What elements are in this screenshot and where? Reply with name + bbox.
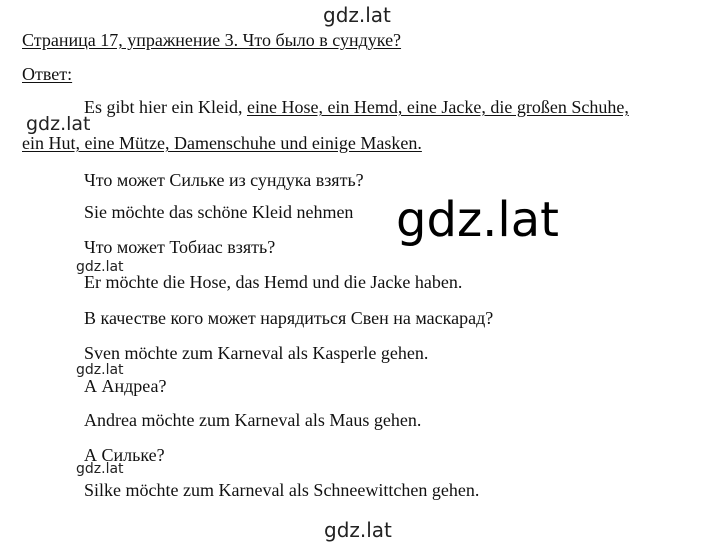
question-1: Что может Сильке из сундука взять? xyxy=(84,170,364,190)
watermark-small-3: gdz.lat xyxy=(76,461,124,477)
paragraph-line-2: ein Hut, eine Mütze, Damenschuhe und einige Masken. xyxy=(22,133,422,153)
answer-2: Er möchte die Hose, das Hemd und die Jacke haben. xyxy=(84,272,463,292)
answer-label: Ответ: xyxy=(22,64,73,84)
answer-1: Sie möchte das schöne Kleid nehmen xyxy=(84,202,354,222)
watermark-small-1: gdz.lat xyxy=(76,259,124,275)
paragraph-start-text: Es gibt hier ein Kleid, xyxy=(84,97,247,117)
watermark-big: gdz.lat xyxy=(392,196,563,244)
answer-3: Sven möchte zum Karneval als Kasperle gehen. xyxy=(84,343,429,363)
answer-5: Silke möchte zum Karneval als Schneewittchen gehen. xyxy=(84,480,480,500)
exercise-header: Страница 17, упражнение 3. Что было в сундуке? xyxy=(22,30,402,50)
answer-4: Andrea möchte zum Karneval als Maus gehen. xyxy=(84,410,422,430)
watermark-small-2: gdz.lat xyxy=(76,362,124,378)
question-2: Что может Тобиас взять? xyxy=(84,237,276,257)
paragraph-line-1 xyxy=(84,98,629,118)
question-5: А Сильке? xyxy=(84,445,165,465)
question-3: В качестве кого может нарядиться Свен на маскарад? xyxy=(84,308,494,328)
watermark-bottom: gdz.lat xyxy=(324,518,392,542)
paragraph-underlined-text-1: eine Hose, ein Hemd, eine Jacke, die großen Schuhe, xyxy=(246,97,629,117)
watermark-top: gdz.lat xyxy=(323,3,391,27)
question-4: А Андреа? xyxy=(84,376,167,396)
watermark-side: gdz.lat xyxy=(26,113,91,135)
